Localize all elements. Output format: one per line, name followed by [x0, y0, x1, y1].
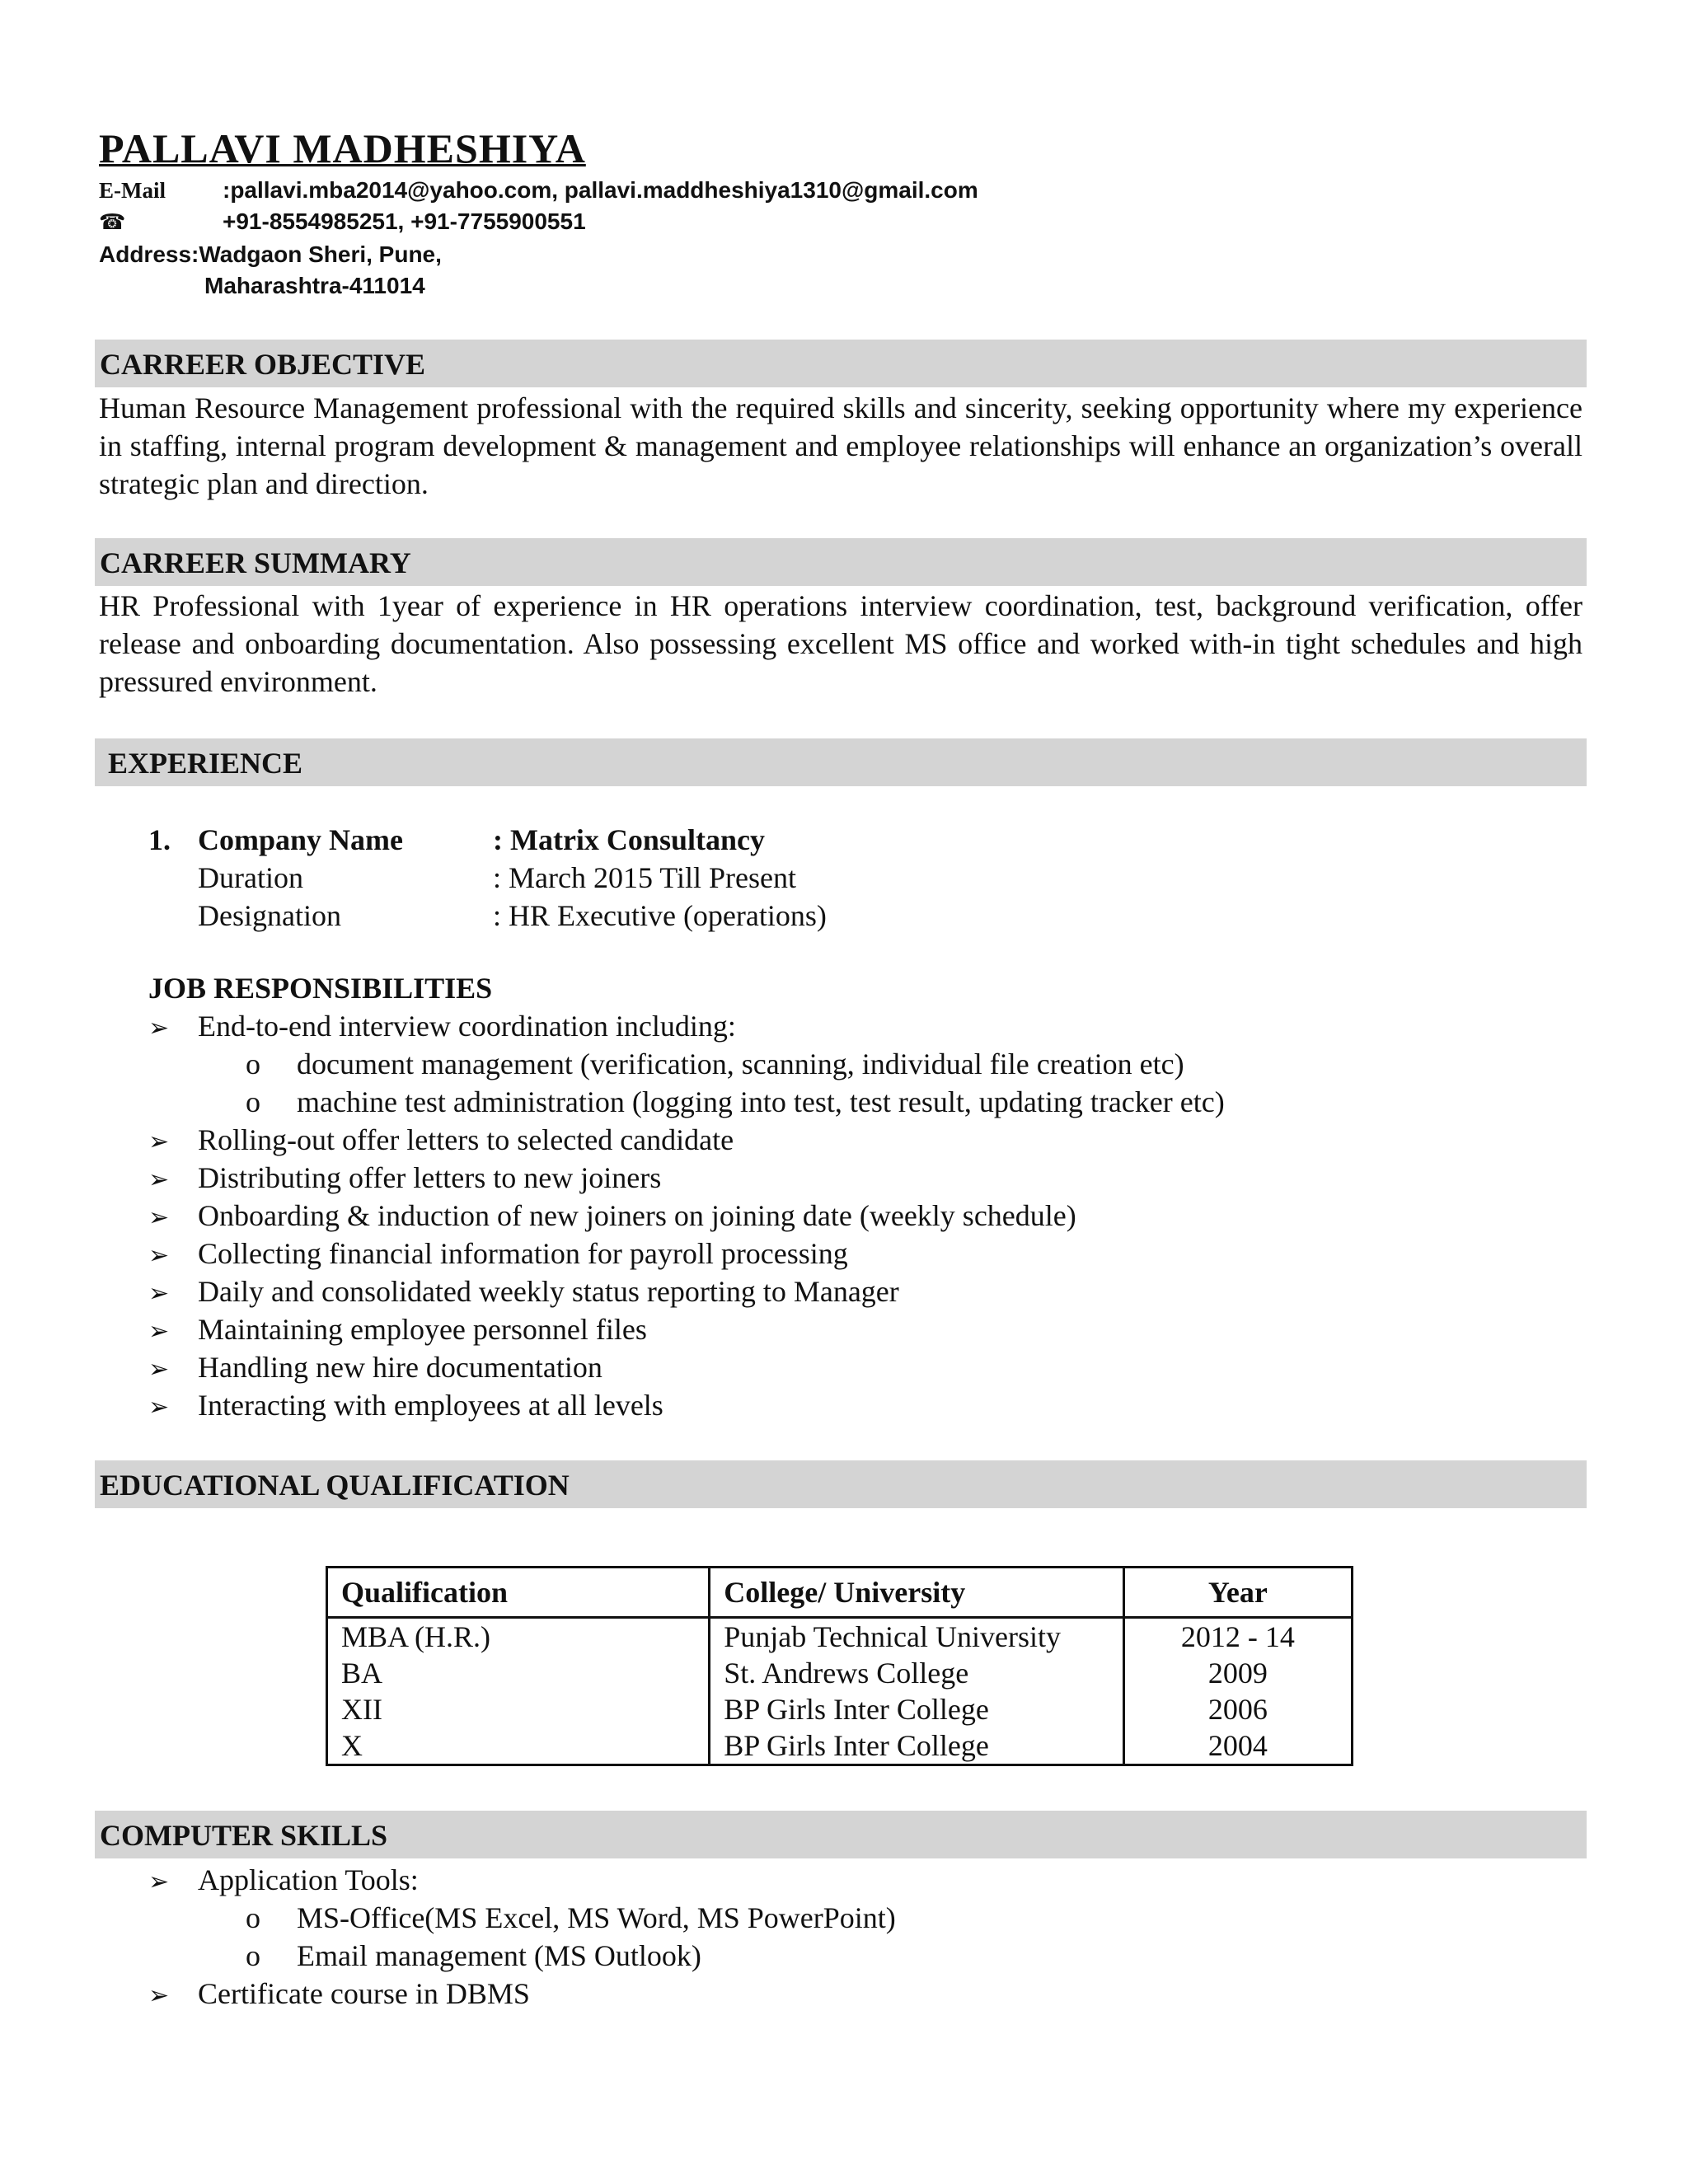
table-header-row [327, 1568, 1353, 1618]
bullet-circle-icon: o [246, 1901, 260, 1934]
section-header-education [95, 1460, 1587, 1508]
list-item: ➢ Handling new hire documentation [148, 1348, 603, 1389]
bullet-arrow-icon: ➢ [148, 1981, 170, 2010]
bullet-arrow-icon: ➢ [148, 1279, 170, 1308]
duration-label: Duration [198, 861, 303, 894]
table-row: BA St. Andrews College 2009 [327, 1655, 1353, 1691]
list-item: ➢ Rolling-out offer letters to selected candidate [148, 1121, 734, 1161]
designation-value: : HR Executive (operations) [493, 899, 827, 932]
section-header-experience [95, 738, 1587, 786]
bullet-circle-icon: o [246, 1939, 260, 1972]
responsibilities-title: JOB RESPONSIBILITIES [148, 972, 493, 1005]
candidate-name: PALLAVI MADHESHIYA [99, 125, 586, 171]
list-item: ➢ Onboarding & induction of new joiners on joining date (weekly schedule) [148, 1197, 1076, 1237]
sub-list-item: o MS-Office(MS Excel, MS Word, MS PowerPoint) [246, 1899, 896, 1937]
bullet-arrow-icon: ➢ [148, 1393, 170, 1422]
list-item: ➢ Certificate course in DBMS [148, 1975, 530, 2015]
section-header-objective [95, 340, 1587, 387]
objective-text: Human Resource Management professional with the required skills and sincerity, seeking opportunity where my experience in staffing, internal program development & management and employee relationships will enhance an organization’s overall strategic plan and direction. [99, 391, 1582, 500]
bullet-arrow-icon: ➢ [148, 1165, 170, 1194]
email-line [99, 175, 978, 206]
column-header-qualification: Qualification [327, 1568, 710, 1618]
column-header-year: Year [1123, 1568, 1352, 1618]
list-item: ➢ Maintaining employee personnel files [148, 1310, 647, 1351]
objective-title: CARREER OBJECTIVE [100, 348, 426, 381]
bullet-circle-icon: o [246, 1047, 260, 1080]
table-row: X BP Girls Inter College 2004 [327, 1727, 1353, 1765]
company-label: Company Name [198, 823, 403, 856]
phone-value: +91-8554985251, +91-7755900551 [223, 209, 586, 234]
company-value: : Matrix Consultancy [493, 823, 765, 856]
list-item: ➢ Interacting with employees at all levels [148, 1386, 663, 1427]
list-item: ➢ Distributing offer letters to new joiners [148, 1159, 661, 1199]
section-header-skills [95, 1811, 1587, 1858]
bullet-arrow-icon: ➢ [148, 1355, 170, 1384]
phone-icon: ☎ [99, 209, 126, 234]
education-title: EDUCATIONAL QUALIFICATION [100, 1469, 570, 1502]
table-row: MBA (H.R.) Punjab Technical University 2012 - 14 [327, 1618, 1353, 1656]
list-item: ➢ Application Tools: [148, 1861, 419, 1901]
column-header-college: College/ University [710, 1568, 1124, 1618]
sub-list-item: o Email management (MS Outlook) [246, 1937, 701, 1975]
bullet-arrow-icon: ➢ [148, 1127, 170, 1156]
education-table [326, 1566, 1353, 1766]
experience-number: 1. [148, 823, 171, 856]
bullet-arrow-icon: ➢ [148, 1868, 170, 1896]
bullet-arrow-icon: ➢ [148, 1203, 170, 1232]
summary-title: CARREER SUMMARY [100, 546, 411, 579]
list-item: ➢ End-to-end interview coordination including: [148, 1007, 736, 1047]
section-header-summary [95, 538, 1587, 586]
experience-title: EXPERIENCE [108, 747, 303, 780]
skills-title: COMPUTER SKILLS [100, 1819, 388, 1852]
sub-list-item: o document management (verification, scanning, individual file creation etc) [246, 1045, 1184, 1083]
bullet-arrow-icon: ➢ [148, 1014, 170, 1043]
email-value[interactable]: :pallavi.mba2014@yahoo.com, pallavi.maddheshiya1310@gmail.com [223, 177, 978, 203]
summary-text: HR Professional with 1year of experience in HR operations interview coordination, test, background verification, offer release and onboarding documentation. Also possessing excellent MS office and worked with-in tight schedules and high pressured environment. [99, 589, 1582, 698]
address-line-2: Maharashtra-411014 [204, 273, 425, 298]
table-row: XII BP Girls Inter College 2006 [327, 1691, 1353, 1727]
list-item: ➢ Collecting financial information for payroll processing [148, 1235, 848, 1275]
phone-line [99, 206, 586, 237]
address-line-1: Address:Wadgaon Sheri, Pune, [99, 241, 442, 267]
sub-list-item: o machine test administration (logging into test, test result, updating tracker etc) [246, 1083, 1225, 1121]
bullet-arrow-icon: ➢ [148, 1317, 170, 1346]
duration-value: : March 2015 Till Present [493, 861, 797, 894]
email-label: E-Mail [99, 178, 166, 203]
list-item: ➢ Daily and consolidated weekly status reporting to Manager [148, 1272, 899, 1313]
bullet-circle-icon: o [246, 1085, 260, 1118]
bullet-arrow-icon: ➢ [148, 1241, 170, 1270]
designation-label: Designation [198, 899, 341, 932]
